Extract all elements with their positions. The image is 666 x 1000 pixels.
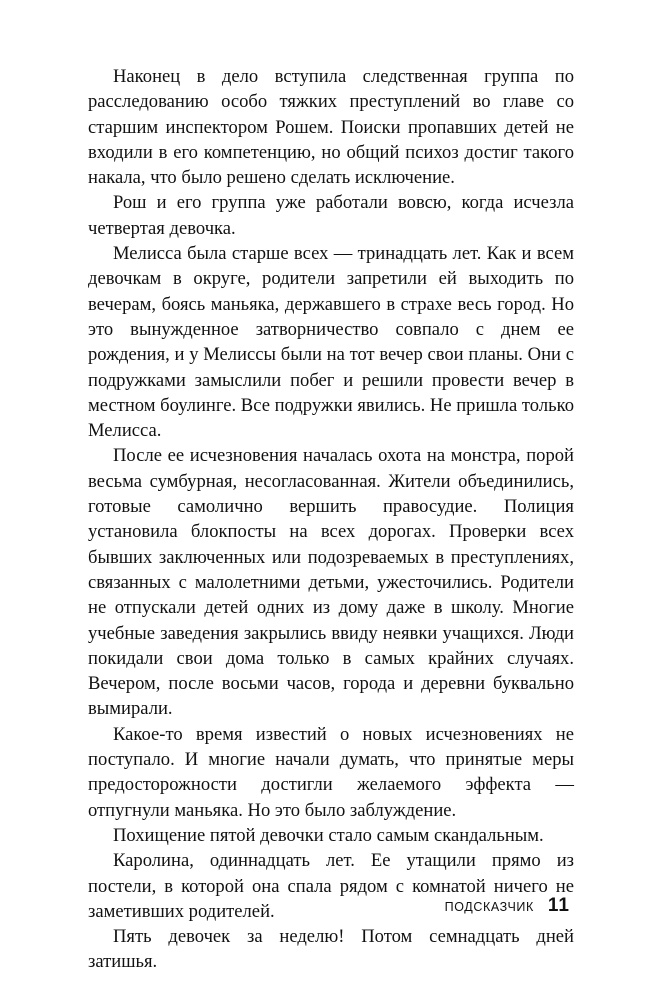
page-number: 11 bbox=[547, 895, 570, 916]
running-title: ПОДСКАЗЧИК bbox=[444, 900, 534, 914]
paragraph: Рош и его группа уже работали вовсю, когда исчезла четвертая девочка. bbox=[88, 192, 574, 239]
paragraph: Похищение пятой девочки стало самым скандальным. bbox=[113, 824, 544, 846]
paragraph: Пять девочек за неделю! Потом семнадцать дней затишья. bbox=[88, 926, 574, 973]
paragraph: После ее исчезновения началась охота на монстра, порой весьма сумбурная, несогласованная. Жители объединились, готовые самолично вершить правосудие. Полиция установила блокпосты на всех дорогах. Проверки всех бывших заключенных или подозреваемых в преступлениях, связанных с малолетними детьми, ужесточились. Родители не отпускали детей одних из дому даже в школу. Многие учебные заведения закрылись ввиду неявки учащихся. Люди покидали свои дома только в самых крайних случаях. Вечером, после восьми часов, города и деревни буквально вымирали. bbox=[88, 445, 574, 720]
body-text bbox=[88, 64, 574, 975]
paragraph: Мелисса была старше всех — тринадцать лет. Как и всем девочкам в округе, родители запретили ей выходить по вечерам, боясь маньяка, державшего в страхе весь город. Но это вынужденное затворничество совпало с днем ее рождения, и у Мелиссы были на тот вечер свои планы. Они с подружками замыслили побег и решили провести вечер в местном боулинге. Все подружки явились. Не пришла только Мелисса. bbox=[88, 243, 574, 442]
paragraph: Какое-то время известий о новых исчезновениях не поступало. И многие начали думать, что принятые меры предосторожности достигли желаемого эффекта — отпугнули маньяка. Но это было заблуждение. bbox=[88, 723, 574, 821]
paragraph: Наконец в дело вступила следственная группа по расследованию особо тяжких преступлений во главе со старшим инспектором Рошем. Поиски пропавших детей не входили в его компетенцию, но общий психоз достиг такого накала, что было решено сделать исключение. bbox=[88, 66, 574, 189]
page-footer bbox=[445, 895, 570, 917]
paragraph: Каролина, одиннадцать лет. Ее утащили прямо из постели, в которой она спала рядом с комнатой ничего не заметивших родителей. bbox=[88, 850, 574, 922]
